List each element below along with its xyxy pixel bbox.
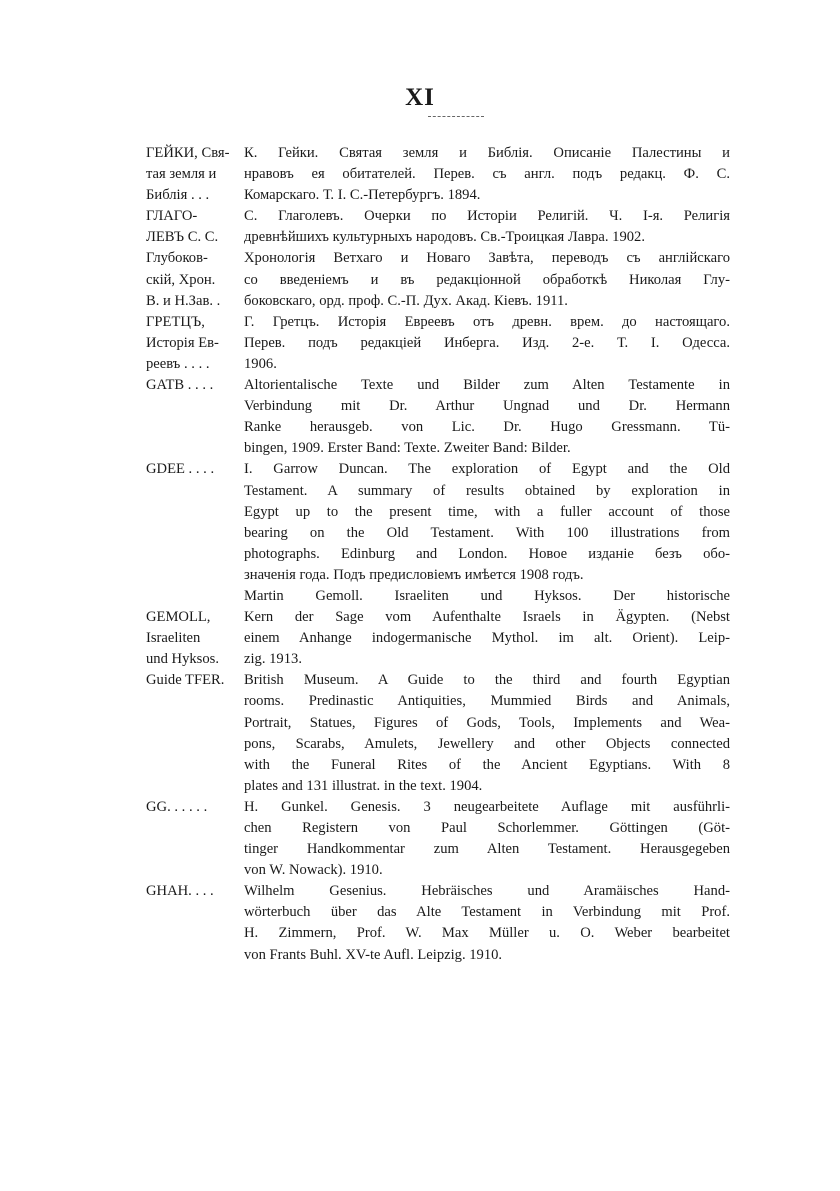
- entry-description: [244, 881, 730, 965]
- entry-description: [244, 670, 730, 797]
- description-line: К. Гейки. Святая земля и Библія. Описаніе Палестины и: [244, 145, 730, 161]
- description-line: нравовъ ея обитателей. Перев. съ англ. подъ редакц. Ф. С.: [244, 166, 730, 183]
- description-line: Verbindung mit Dr. Arthur Ungnad und Dr. Hermann: [244, 398, 730, 415]
- abbreviation-entry: [146, 586, 730, 670]
- description-line: I. Garrow Duncan. The exploration of Egypt and the Old: [244, 461, 730, 478]
- description-line: plates and 131 illustrat. in the text. 1904.: [244, 777, 483, 794]
- abbreviation-entry: [146, 375, 730, 459]
- description-line: 1906.: [244, 355, 277, 372]
- description-line: Г. Гретцъ. Исторія Евреевъ отъ древн. врем. до настоящаго.: [244, 313, 730, 330]
- entry-abbreviation: [146, 797, 244, 818]
- abbreviation-line: ГРЕТЦЪ,: [146, 313, 205, 330]
- abbreviation-line: GDEE . . . .: [146, 461, 215, 478]
- entry-abbreviation: [146, 881, 244, 902]
- description-line: Portrait, Statues, Figures of Gods, Tools, Implements and Wea-: [244, 714, 730, 731]
- description-line: zig. 1913.: [244, 651, 302, 668]
- entry-description: [244, 459, 730, 586]
- description-line: von W. Nowack). 1910.: [244, 862, 383, 879]
- description-line: tinger Handkommentar zum Alten Testament. Herausgegeben: [244, 841, 730, 858]
- entry-abbreviation: [146, 670, 244, 691]
- description-line: Kern der Sage vom Aufenthalte Israels in Ägypten. (Nebst: [244, 609, 730, 626]
- description-line: Перев. подъ редакціей Инберга. Изд. 2-е. Т. I. Одесса.: [244, 334, 730, 351]
- abbreviation-entry: [146, 797, 730, 881]
- description-line: Egypt up to the present time, with a fuller account of those: [244, 503, 730, 520]
- abbreviation-line: ГЕЙКИ, Свя-: [146, 145, 230, 161]
- description-line: rooms. Predinastic Antiquities, Mummied Birds and Animals,: [244, 693, 730, 710]
- description-line: bearing on the Old Testament. With 100 illustrations from: [244, 524, 730, 541]
- entry-abbreviation: [146, 143, 244, 206]
- entry-description: [244, 797, 730, 881]
- entry-description: [244, 248, 730, 311]
- abbreviation-list: [146, 143, 730, 966]
- description-line: со введеніемъ и въ редакціонной обработкѣ Николая Глу-: [244, 271, 730, 288]
- description-line: Хронологія Ветхаго и Новаго Завѣта, переводъ съ англійскаго: [244, 250, 730, 267]
- abbreviation-entry: [146, 143, 730, 206]
- page-number: XI: [405, 84, 435, 111]
- description-line: photographs. Edinburg and London. Новое изданіе безъ обо-: [244, 545, 730, 562]
- entry-abbreviation: [146, 248, 244, 311]
- abbreviation-line: тая земля и: [146, 166, 217, 183]
- entry-abbreviation: [146, 206, 244, 248]
- description-line: Altorientalische Texte und Bilder zum Alten Testamente in: [244, 377, 730, 394]
- abbreviation-entry: [146, 459, 730, 586]
- description-line: British Museum. A Guide to the third and fourth Egyptian: [244, 672, 730, 689]
- description-line: значенія года. Подъ предисловіемъ имѣется 1908 годъ.: [244, 566, 584, 583]
- abbreviation-line: Israeliten: [146, 630, 201, 647]
- description-line: Wilhelm Gesenius. Hebräisches und Aramäisches Hand-: [244, 883, 730, 900]
- description-line: pons, Scarabs, Amulets, Jewellery and other Objects connected: [244, 735, 730, 752]
- description-line: H. Zimmern, Prof. W. Max Müller u. O. Weber bearbeitet: [244, 925, 730, 942]
- description-line: von Frants Buhl. XV-te Aufl. Leipzig. 1910.: [244, 946, 503, 963]
- entry-description: [244, 375, 730, 459]
- abbreviation-line: Глубоков-: [146, 250, 208, 267]
- entry-abbreviation: [146, 459, 244, 480]
- entry-description: [244, 143, 730, 206]
- abbreviation-line: ГЛАГО-: [146, 208, 198, 225]
- abbreviation-entry: [146, 881, 730, 965]
- entry-abbreviation: [146, 607, 244, 670]
- entry-description: [244, 586, 730, 670]
- description-line: Ranke herausgeb. von Lic. Dr. Hugo Gressmann. Tü-: [244, 419, 730, 436]
- abbreviation-entry: [146, 206, 730, 248]
- entry-abbreviation: [146, 375, 244, 396]
- entry-description: [244, 206, 730, 248]
- description-line: wörterbuch über das Alte Testament in Verbindung mit Prof.: [244, 904, 730, 921]
- entry-abbreviation: [146, 312, 244, 375]
- abbreviation-line: GATB . . . .: [146, 377, 214, 394]
- abbreviation-entry: [146, 248, 730, 311]
- abbreviation-line: Исторія Ев-: [146, 334, 219, 351]
- page-number-rule: [428, 116, 484, 117]
- description-line: Комарскаго. Т. I. С.-Петербургъ. 1894.: [244, 187, 481, 204]
- abbreviation-line: ЛЕВЪ С. С.: [146, 229, 219, 246]
- abbreviation-line: реевъ . . . .: [146, 355, 210, 372]
- description-line: chen Registern von Paul Schorlemmer. Göttingen (Göt-: [244, 820, 730, 836]
- abbreviation-line: GG. . . . . .: [146, 798, 208, 815]
- abbreviation-line: Guide TFER.: [146, 672, 225, 689]
- description-line: H. Gunkel. Genesis. 3 neugearbeitete Auflage mit ausführli-: [244, 798, 730, 815]
- abbreviation-entry: [146, 312, 730, 375]
- description-line: боковскаго, орд. проф. С.-П. Дух. Акад. Кіевъ. 1911.: [244, 292, 568, 309]
- abbreviation-entry: [146, 670, 730, 797]
- abbreviation-line: und Hyksos.: [146, 651, 219, 668]
- description-line: einem Anhange indogermanische Mythol. im alt. Orient). Leip-: [244, 630, 730, 647]
- description-line: Testament. A summary of results obtained by exploration in: [244, 482, 730, 499]
- description-line: С. Глаголевъ. Очерки по Исторіи Религій. Ч. I-я. Религія: [244, 208, 730, 225]
- abbreviation-line: В. и Н.Зав. .: [146, 292, 221, 309]
- abbreviation-line: GEMOLL,: [146, 609, 211, 626]
- description-line: древнѣйшихъ культурныхъ народовъ. Св.-Троицкая Лавра. 1902.: [244, 229, 646, 246]
- description-line: Martin Gemoll. Israeliten und Hyksos. Der historische: [244, 587, 730, 604]
- description-line: bingen, 1909. Erster Band: Texte. Zweiter Band: Bilder.: [244, 440, 571, 457]
- entry-description: [244, 312, 730, 375]
- abbreviation-line: Библія . . .: [146, 187, 210, 204]
- description-line: with the Funeral Rites of the Ancient Egyptians. With 8: [244, 756, 730, 773]
- abbreviation-line: GHAH. . . .: [146, 883, 214, 900]
- abbreviation-line: скій, Хрон.: [146, 271, 216, 288]
